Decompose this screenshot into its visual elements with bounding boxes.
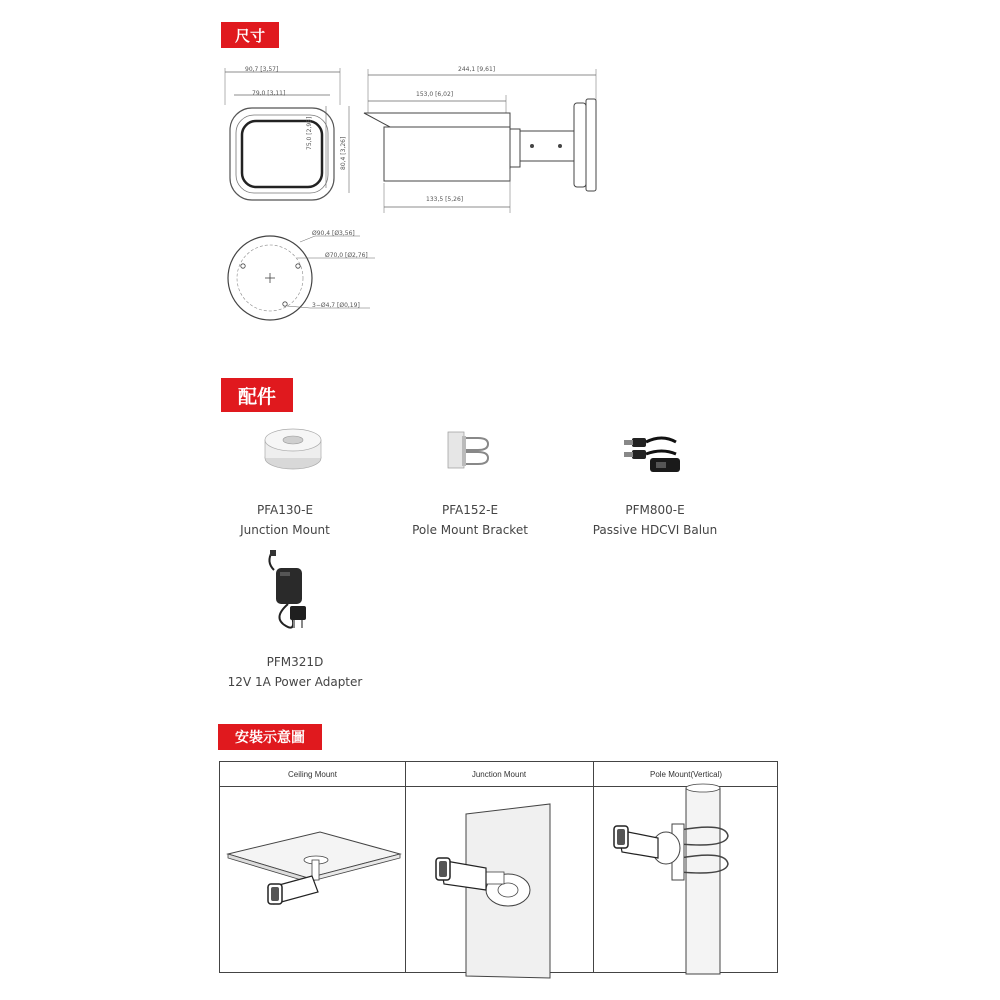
accessory-name: Pole Mount Bracket	[412, 523, 528, 537]
accessory-name: Junction Mount	[240, 523, 330, 537]
junction-mount-icon	[258, 422, 328, 472]
accessory-model: PFM321D	[266, 655, 324, 669]
base-outer-diameter-label: Ø90,4 [Ø3,56]	[312, 230, 355, 237]
accessory-item	[385, 500, 555, 540]
base-holes-label: 3−Ø4,7 [Ø0,19]	[312, 302, 360, 309]
column-header-junction-mount: Junction Mount	[471, 769, 527, 779]
column-header-pole-mount: Pole Mount(Vertical)	[649, 769, 723, 779]
table-divider	[405, 762, 406, 972]
accessory-item	[570, 500, 740, 540]
installation-section-tag: 安裝示意圖	[218, 724, 322, 750]
installation-table	[219, 761, 778, 973]
front-height-inner-label: 75,0 [2,95]	[306, 116, 313, 150]
camera-front-view-drawing	[220, 65, 360, 205]
accessory-name: Passive HDCVI Balun	[592, 523, 718, 537]
power-adapter-icon	[262, 548, 322, 638]
accessory-model: PFA152-E	[441, 503, 499, 517]
side-body-length-label: 133,5 [5,26]	[426, 196, 464, 203]
accessory-item	[200, 652, 390, 692]
accessory-name: 12V 1A Power Adapter	[227, 675, 363, 689]
pole-mount-illustration	[596, 786, 776, 972]
camera-base-plate-drawing	[225, 228, 385, 328]
pole-bracket-icon	[440, 424, 500, 474]
ceiling-mount-illustration	[224, 826, 404, 916]
side-hood-length-label: 153,0 [6,02]	[416, 91, 454, 98]
balun-icon	[620, 424, 700, 474]
accessory-item	[200, 500, 370, 540]
column-header-ceiling-mount: Ceiling Mount	[288, 769, 337, 779]
junction-mount-illustration	[410, 798, 590, 968]
camera-side-view-drawing	[360, 65, 600, 215]
front-width-inner-label: 79,0 [3,11]	[252, 90, 286, 97]
accessory-model: PFM800-E	[625, 503, 685, 517]
side-total-length-label: 244,1 [9,61]	[458, 66, 496, 73]
dimensions-section-tag: 尺寸	[221, 22, 279, 48]
accessories-section-tag: 配件	[221, 378, 293, 412]
accessory-model: PFA130-E	[256, 503, 314, 517]
table-divider	[593, 762, 594, 972]
front-width-outer-label: 90,7 [3,57]	[245, 66, 279, 73]
base-hole-circle-label: Ø70,0 [Ø2,76]	[325, 252, 368, 259]
front-height-outer-label: 80,4 [3,26]	[340, 136, 347, 170]
